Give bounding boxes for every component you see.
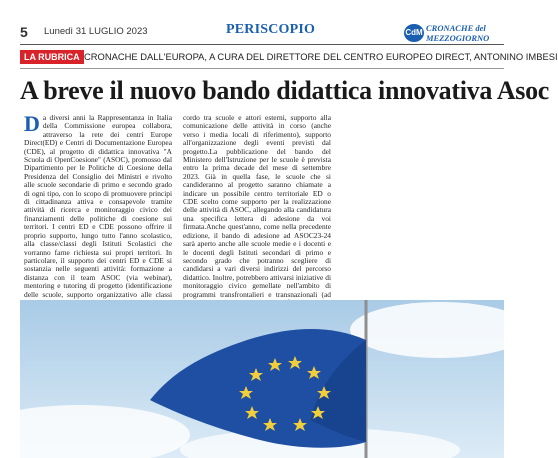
rubrica-text: CRONACHE DALL'EUROPA, A CURA DEL DIRETTORE DEL CENTRO EUROPEO DIRECT, ANTONINO IMBESI xyxy=(84,51,558,62)
section-name: PERISCOPIO xyxy=(226,22,316,37)
column-2-text: cordo tra scuole e attori esterni, supporto alla comunicazione delle attività in corso (anche verso i media locali di riferimento), supporto all'organizzazione degli eventi previsti dal progetto.La pubblicazione del bando del Ministero dell'Istruzione per le scuole è prevista entro la prima decade del mese di settembre 2023. Già in quella fase, le scuole che si candideranno al progetto saranno chiamate a indicare un possibile centro territoriale ED o CDE scelto come supporto per la realizzazione delle attività di ASOC, allegando alla candidatura una specifica lettera di adesione da voi firmata.Anche quest'anno, come nella precedente edizione, il bando di adesione ad ASOC23-24 sarà aperto anche alle scuole medie e i docenti e le docenti degli Istituti secondari di primo e secondo grado che potranno scegliere di candidarsi a vari diversi indirizzi del percorso didattico. Inoltre, potrebbero attivarsi iniziative di monitoraggio civico gemellate nell'ambito di programmi transfrontalieri e transnazionali (ad xyxy=(183,113,331,299)
article-column-2 xyxy=(183,114,331,324)
rubrica-tag: LA RUBRICA xyxy=(20,50,84,64)
page-date: Lunedì 31 LUGLIO 2023 xyxy=(44,26,148,37)
cloud xyxy=(350,302,530,358)
dropcap: D xyxy=(24,111,40,136)
rubrica-divider xyxy=(20,68,504,69)
page-header xyxy=(0,0,510,46)
page-number: 5 xyxy=(20,24,28,40)
newspaper-logo xyxy=(404,22,504,44)
rubrica-bar xyxy=(20,50,558,64)
logo-line-1: CRONACHE del xyxy=(426,23,486,33)
logo-text xyxy=(426,23,506,43)
column-1-text: a diversi anni la Rappresentanza in Italia della Commissione europea collabora, attraverso la rete dei centri Europe Direct(ED) e Centri di Documentazione Europea (CDE), al progetto di didattica innovativa "A Scuola di OpenCoesione" (ASOC), promosso dal Dipartimento per le Politiche di Coesione della Presidenza del Consiglio dei Ministri e rivolto alle scuole secondarie di primo e secondo grado di ogni tipo, con lo scopo di promuovere principi di cittadinanza attiva e consapevole tramite attività di ricerca e monitoraggio civico dei finanziamenti delle politiche di coesione sui territori. I centri ED e CDE possono offrire il proprio supporto, lungo tutto l'anno scolastico, alla classe/classi degli Istituti Scolastici che vorranno farne richiesta sui propri territori. In particolare, il supporto dei centri ED e CDE si sostanzia nelle seguenti attività: formazione a distanza con il team ASOC (via webinar), mentoring e tutoring di progetto (identificazione delle scuole, supporto organizzativo alle classi xyxy=(24,113,172,299)
header-divider xyxy=(20,44,504,45)
logo-mark: CdM xyxy=(404,24,424,42)
article-headline: A breve il nuovo bando didattica innovativa Asoc xyxy=(20,76,550,105)
logo-line-2: MEZZOGIORNO xyxy=(426,33,490,43)
eu-flag-photo xyxy=(20,300,504,458)
